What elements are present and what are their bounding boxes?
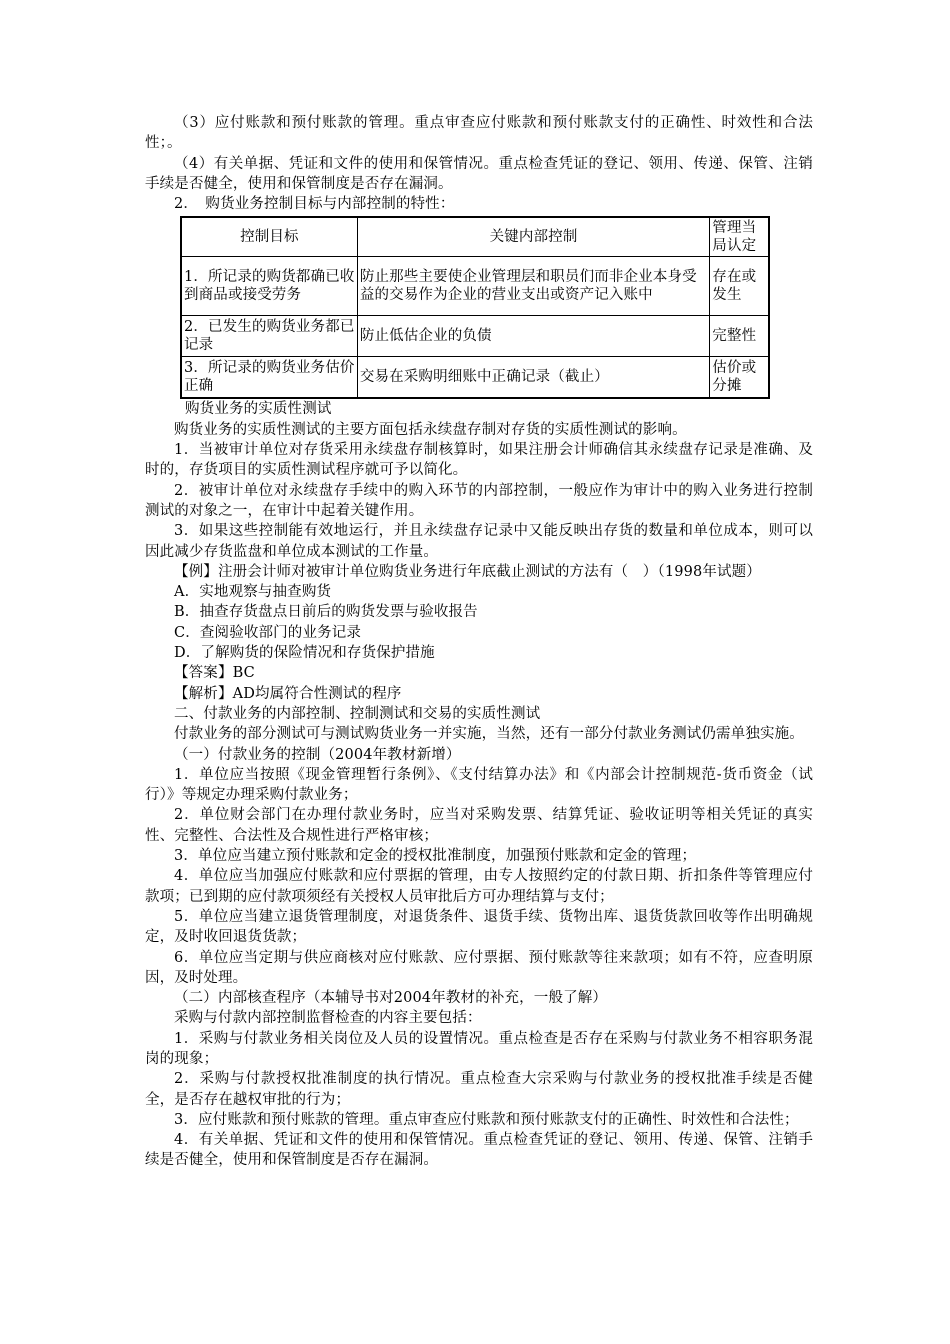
paragraph-table-heading: 2． 购货业务控制目标与内部控制的特性：	[174, 196, 455, 213]
paragraph: 1．单位应当按照《现金管理暂行条例》、《支付结算办法》和《内部会计控制规范-货币资金（试行）》等规定办理采购付款业务；	[145, 766, 813, 804]
paragraph: 3．如果这些控制能有效地运行，并且永续盘存记录中又能反映出存货的数量和单位成本，则可以因此减少存货监盘和单位成本测试的工作量。	[145, 523, 813, 560]
paragraph: 4．单位应当加强应付账款和应付票据的管理，由专人按照约定的付款日期、折扣条件等管理应付款项；已到期的应付款项须经有关授权人员审批后方可办理结算与支付；	[145, 868, 813, 905]
paragraph: 2．被审计单位对永续盘存手续中的购入环节的内部控制，一般应作为审计中的购入业务进行控制测试的对象之一，在审计中起着关键作用。	[145, 482, 813, 519]
paragraph: 5．单位应当建立退货管理制度，对退货条件、退货手续、货物出库、退货货款回收等作出明确规定，及时收回退货货款；	[145, 908, 813, 946]
subsection-heading-internal-review: （二）内部核查程序（本辅导书对2004年教材的补充，一般了解）	[174, 990, 608, 1007]
document-page	[145, 113, 813, 1171]
table-cell-assertion: 存在或发生	[710, 257, 769, 316]
answer: 【答案】BC	[174, 665, 255, 682]
table-cell-control: 防止低估企业的负债	[357, 316, 709, 357]
table-cell-control: 交易在采购明细账中正确记录（截止）	[357, 357, 709, 399]
table-row	[181, 357, 769, 399]
table-cell-assertion: 估价或分摊	[710, 357, 769, 399]
example-question: 【例】注册会计师对被审计单位购货业务进行年底截止测试的方法有（ ）（1998年试题）	[174, 563, 761, 580]
paragraph: 采购与付款内部控制监督检查的内容主要包括：	[174, 1010, 482, 1027]
header-management-assertion: 管理当局认定	[710, 217, 769, 257]
paragraph: 3．单位应当建立预付账款和定金的授权批准制度，加强预付账款和定金的管理；	[174, 848, 697, 865]
paragraph: 1．采购与付款业务相关岗位及人员的设置情况。重点检查是否存在采购与付款业务不相容职务混岗的现象；	[145, 1030, 813, 1067]
table-header-row	[181, 217, 769, 257]
paragraph: 1．当被审计单位对存货采用永续盘存制核算时，如果注册会计师确信其永续盘存记录是准确、及时的，存货项目的实质性测试程序就可予以简化。	[145, 442, 813, 479]
table-cell-objective: 2．已发生的购货业务都已记录	[181, 316, 357, 357]
paragraph: 6．单位应当定期与供应商核对应付账款、应付票据、预付账款等往来款项；如有不符，应查明原因，及时处理。	[145, 949, 813, 986]
paragraph: 付款业务的部分测试可与测试购货业务一并实施，当然，还有一部分付款业务测试仍需单独实施。	[174, 726, 804, 743]
table-row	[181, 316, 769, 357]
paragraph: 2．采购与付款授权批准制度的执行情况。重点检查大宗采购与付款业务的授权批准手续是否健全，是否存在越权审批的行为；	[145, 1071, 813, 1108]
paragraph: 购货业务的实质性测试的主要方面包括永续盘存制对存货的实质性测试的影响。	[174, 421, 687, 438]
paragraph-documents-custody: （4）有关单据、凭证和文件的使用和保管情况。重点检查凭证的登记、领用、传递、保管、注销手续是否健全，使用和保管制度是否存在漏洞。	[145, 155, 813, 192]
table-cell-objective: 3．所记录的购货业务估价正确	[181, 357, 357, 399]
option-b: B．抽查存货盘点日前后的购货发票与验收报告	[174, 604, 478, 621]
paragraph: 2．单位财会部门在办理付款业务时，应当对采购发票、结算凭证、验收证明等相关凭证的真实性、完整性、合法性及合规性进行严格审核；	[145, 807, 813, 844]
table-cell-objective: 1．所记录的购货都确已收到商品或接受劳务	[181, 257, 357, 316]
header-control-objective: 控制目标	[181, 217, 357, 257]
header-key-internal-control: 关键内部控制	[357, 217, 709, 257]
table-cell-control: 防止那些主要使企业管理层和职员们而非企业本身受益的交易作为企业的营业支出或资产记入账中	[357, 257, 709, 316]
paragraph: 4．有关单据、凭证和文件的使用和保管情况。重点检查凭证的登记、领用、传递、保管、注销手续是否健全，使用和保管制度是否存在漏洞。	[145, 1132, 813, 1169]
option-a: A．实地观察与抽查购货	[174, 584, 332, 601]
paragraph: 3．应付账款和预付账款的管理。重点审查应付账款和预付账款支付的正确性、时效性和合法性；	[174, 1111, 799, 1128]
section-heading-substantive-test: 购货业务的实质性测试	[185, 401, 332, 418]
table-row	[181, 257, 769, 316]
option-c: C．查阅验收部门的业务记录	[174, 624, 362, 641]
paragraph-payables-management: （3）应付账款和预付账款的管理。重点审查应付账款和预付账款支付的正确性、时效性和合法性；。	[145, 115, 813, 152]
explanation: 【解析】AD均属符合性测试的程序	[174, 685, 402, 702]
control-objectives-table	[180, 216, 770, 399]
option-d: D．了解购货的保险情况和存货保护措施	[174, 645, 435, 662]
table-cell-assertion: 完整性	[710, 316, 769, 357]
subsection-heading-payment-control: （一）付款业务的控制（2004年教材新增）	[174, 746, 461, 763]
section-heading-payment: 二、付款业务的内部控制、控制测试和交易的实质性测试	[174, 705, 541, 722]
